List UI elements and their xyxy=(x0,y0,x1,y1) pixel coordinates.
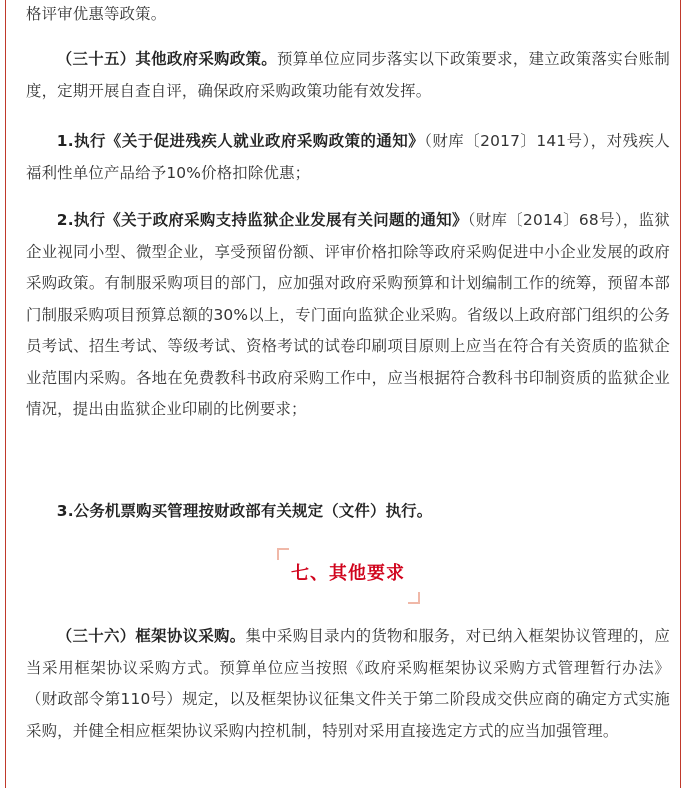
paragraph-36-title: （三十六）框架协议采购。 xyxy=(56,627,246,645)
section-heading: 七、其他要求 xyxy=(291,563,405,584)
paragraph-35 xyxy=(26,44,670,107)
policy-item-2-text: （财库〔2014〕68号），监狱企业视同小型、微型企业，享受预留份额、评审价格扣除等政府采购促进中小企业发展的政府采购政策。有制服采购项目的部门，应加强对政府采购预算和计划编制工作的统筹，预留本部门制服采购项目预算总额的30%以上，专门面向监狱企业采购。省级以上政府部门组织的公务员考试、招生考试、等级考试、资格考试的试卷印刷项目原则上应当在符合有关资质的监狱企业范围内采购。各地在免费教科书政府采购工作中，应当根据符合教科书印制资质的监狱企业情况，提出由监狱企业印刷的比例要求； xyxy=(26,211,670,418)
paragraph-text: 格评审优惠等政策。 xyxy=(26,5,167,23)
paragraph-35-title: （三十五）其他政府采购政策。 xyxy=(56,50,277,68)
policy-item-1 xyxy=(26,126,670,189)
policy-item-2 xyxy=(26,205,670,426)
policy-item-1-text: （财库〔2017〕141号），对残疾人福利性单位产品给予10%价格扣除优惠； xyxy=(26,132,670,182)
paragraph-continued xyxy=(26,0,670,31)
corner-bracket-icon xyxy=(408,592,420,604)
policy-item-3 xyxy=(26,496,670,528)
paragraph-36 xyxy=(26,621,670,747)
section-heading-block xyxy=(26,548,670,606)
article-frame xyxy=(5,0,681,788)
policy-item-1-title: 1.执行《关于促进残疾人就业政府采购政策的通知》 xyxy=(56,132,425,150)
paragraph-36-text: 集中采购目录内的货物和服务，对已纳入框架协议管理的，应当采用框架协议采购方式。预算单位应当按照《政府采购框架协议采购方式管理暂行办法》（财政部令第110号）规定，以及框架协议征集文件关于第二阶段成交供应商的确定方式实施采购，并健全相应框架协议采购内控机制，特别对采用直接选定方式的应当加强管理。 xyxy=(26,627,670,740)
paragraph-35-text: 预算单位应同步落实以下政策要求，建立政策落实台账制度，定期开展自查自评，确保政府采购政策功能有效发挥。 xyxy=(26,50,670,100)
policy-item-2-title: 2.执行《关于政府采购支持监狱企业发展有关问题的通知》 xyxy=(56,211,468,229)
policy-item-3-title: 3.公务机票购买管理按财政部有关规定（文件）执行。 xyxy=(56,502,433,520)
